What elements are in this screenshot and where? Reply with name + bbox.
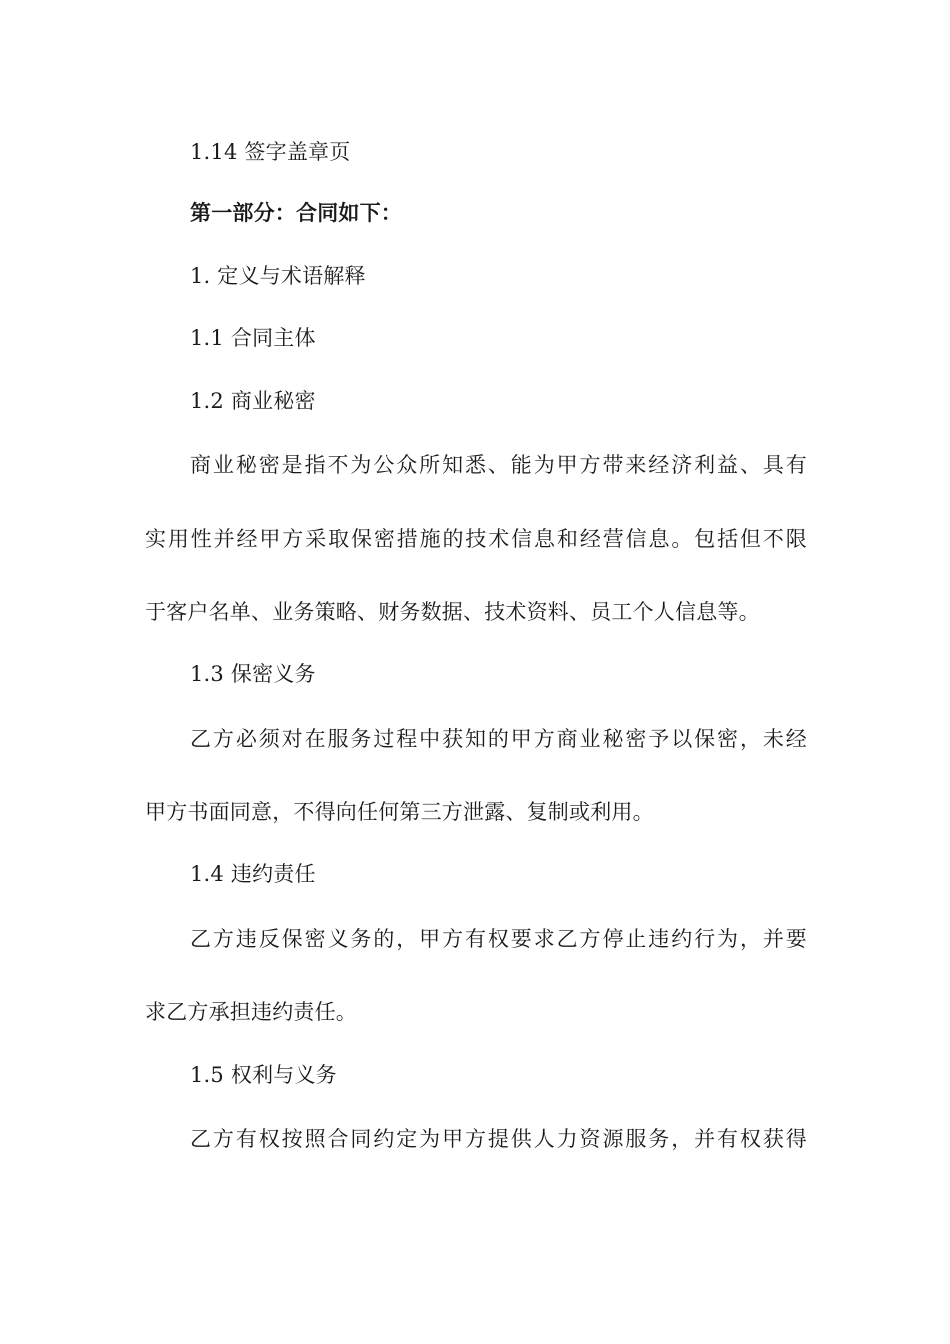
paragraph-line: 于客户名单、业务策略、财务数据、技术资料、员工个人信息等。 xyxy=(145,600,760,624)
section-heading-definitions: 1. 定义与术语解释 xyxy=(190,264,366,288)
part-heading: 第一部分：合同如下： xyxy=(190,201,402,225)
paragraph-line: 乙方必须对在服务过程中获知的甲方商业秘密予以保密，未经 xyxy=(190,727,807,751)
paragraph-line: 乙方有权按照合同约定为甲方提供人力资源服务，并有权获得 xyxy=(190,1127,807,1151)
subsection-heading-trade-secrets: 1.2 商业秘密 xyxy=(190,389,316,413)
paragraph-line: 乙方违反保密义务的，甲方有权要求乙方停止违约行为，并要 xyxy=(190,927,807,951)
paragraph-line: 求乙方承担违约责任。 xyxy=(145,1000,357,1024)
subsection-heading-confidentiality: 1.3 保密义务 xyxy=(190,662,316,686)
paragraph-line: 实用性并经甲方采取保密措施的技术信息和经营信息。包括但不限 xyxy=(145,527,807,551)
subsection-heading-liability: 1.4 违约责任 xyxy=(190,862,316,886)
paragraph-line: 商业秘密是指不为公众所知悉、能为甲方带来经济利益、具有 xyxy=(190,453,807,477)
toc-item-signature-page: 1.14 签字盖章页 xyxy=(190,140,351,164)
paragraph-line: 甲方书面同意，不得向任何第三方泄露、复制或利用。 xyxy=(145,800,654,824)
subsection-heading-contract-parties: 1.1 合同主体 xyxy=(190,326,316,350)
subsection-heading-rights-obligations: 1.5 权利与义务 xyxy=(190,1063,337,1087)
